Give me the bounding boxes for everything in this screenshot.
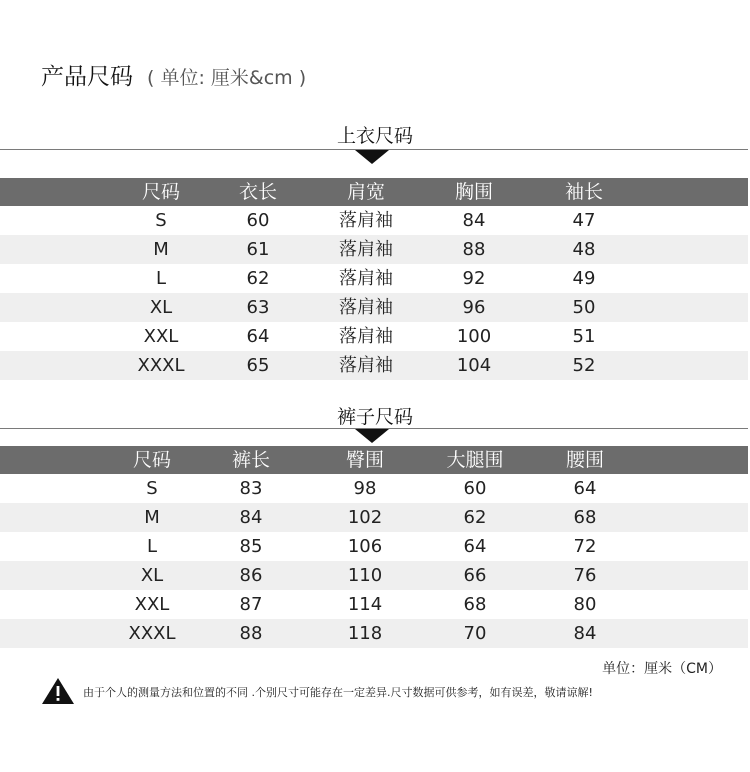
table-cell: 84	[239, 507, 263, 528]
table-cell: 76	[573, 565, 597, 586]
table-cell: 62	[463, 507, 487, 528]
pants-size-title: 裤子尺码	[336, 406, 413, 428]
table-cell: XL	[140, 565, 164, 586]
page-title-text: 产品尺码	[41, 64, 133, 90]
table-row	[0, 322, 748, 351]
table-cell: XXL	[134, 594, 170, 615]
column-header: 袖长	[564, 181, 603, 203]
table-row	[0, 351, 748, 380]
table-cell: 68	[573, 507, 597, 528]
table-row	[0, 503, 748, 532]
table-cell: 96	[462, 297, 486, 318]
table-cell: XXXL	[137, 355, 185, 376]
top-size-table	[0, 178, 748, 380]
table-cell: 65	[246, 355, 270, 376]
table-cell: 63	[246, 297, 270, 318]
table-cell: 104	[456, 355, 492, 376]
table-cell: 114	[347, 594, 383, 615]
table-cell: 72	[573, 536, 597, 557]
pants-size-table	[0, 446, 748, 648]
table-row	[0, 235, 748, 264]
table-cell: 64	[463, 536, 487, 557]
table-cell: 88	[239, 623, 263, 644]
table-row	[0, 206, 748, 235]
table-cell: 84	[462, 210, 486, 231]
unit-note: 单位：厘米（CM）	[602, 661, 722, 677]
table-cell: S	[155, 210, 167, 231]
table-cell: 落肩袖	[339, 355, 393, 376]
column-header: 臀围	[345, 449, 384, 471]
disclaimer-text: 由于个人的测量方法和位置的不同 .个别尺寸可能存在一定差异.尺寸数据可供参考，如有误差，敬请谅解!	[83, 686, 593, 699]
table-cell: 49	[572, 268, 596, 289]
column-header: 大腿围	[446, 449, 504, 471]
table-header-row	[0, 446, 748, 474]
column-header: 尺码	[141, 181, 180, 203]
table-header-row	[0, 178, 748, 206]
table-cell: XL	[149, 297, 173, 318]
table-cell: 64	[573, 478, 597, 499]
table-cell: 60	[246, 210, 270, 231]
column-header: 尺码	[132, 449, 171, 471]
table-cell: S	[146, 478, 158, 499]
table-cell: 83	[239, 478, 263, 499]
table-cell: 106	[347, 536, 383, 557]
arrow-down-icon	[355, 150, 389, 164]
table-cell: 68	[463, 594, 487, 615]
table-row	[0, 561, 748, 590]
table-cell: XXL	[143, 326, 179, 347]
table-cell: 48	[572, 239, 596, 260]
table-cell: 70	[463, 623, 487, 644]
table-cell: 100	[456, 326, 492, 347]
column-header: 胸围	[454, 181, 493, 203]
table-cell: 落肩袖	[339, 297, 393, 318]
table-cell: XXXL	[128, 623, 176, 644]
table-cell: 60	[463, 478, 487, 499]
table-cell: 50	[572, 297, 596, 318]
table-row	[0, 474, 748, 503]
warning-triangle-icon	[41, 677, 75, 705]
column-header: 衣长	[238, 181, 277, 203]
table-cell: 52	[572, 355, 596, 376]
table-cell: 51	[572, 326, 596, 347]
column-header: 肩宽	[346, 181, 385, 203]
table-cell: 110	[347, 565, 383, 586]
table-cell: 92	[462, 268, 486, 289]
table-row	[0, 264, 748, 293]
table-cell: 88	[462, 239, 486, 260]
table-cell: 87	[239, 594, 263, 615]
table-cell: 80	[573, 594, 597, 615]
column-header: 裤长	[231, 449, 270, 471]
table-cell: 61	[246, 239, 270, 260]
table-cell: M	[144, 507, 160, 528]
table-row	[0, 532, 748, 561]
table-cell: 98	[353, 478, 377, 499]
top-size-title: 上衣尺码	[336, 125, 413, 147]
table-cell: 102	[347, 507, 383, 528]
table-cell: 落肩袖	[339, 210, 393, 231]
arrow-down-icon	[355, 429, 389, 443]
table-row	[0, 619, 748, 648]
table-row	[0, 590, 748, 619]
table-row	[0, 293, 748, 322]
unit-label: ( 单位: 厘米&cm )	[147, 67, 307, 89]
table-cell: 84	[573, 623, 597, 644]
table-cell: 86	[239, 565, 263, 586]
table-cell: L	[155, 268, 167, 289]
table-cell: 64	[246, 326, 270, 347]
table-cell: 66	[463, 565, 487, 586]
table-cell: M	[153, 239, 169, 260]
table-cell: 62	[246, 268, 270, 289]
table-cell: 落肩袖	[339, 268, 393, 289]
table-cell: 85	[239, 536, 263, 557]
table-cell: 落肩袖	[339, 326, 393, 347]
table-cell: 落肩袖	[339, 239, 393, 260]
table-cell: 118	[347, 623, 383, 644]
column-header: 腰围	[565, 449, 604, 471]
page-title	[41, 58, 306, 91]
table-cell: 47	[572, 210, 596, 231]
table-cell: L	[146, 536, 158, 557]
